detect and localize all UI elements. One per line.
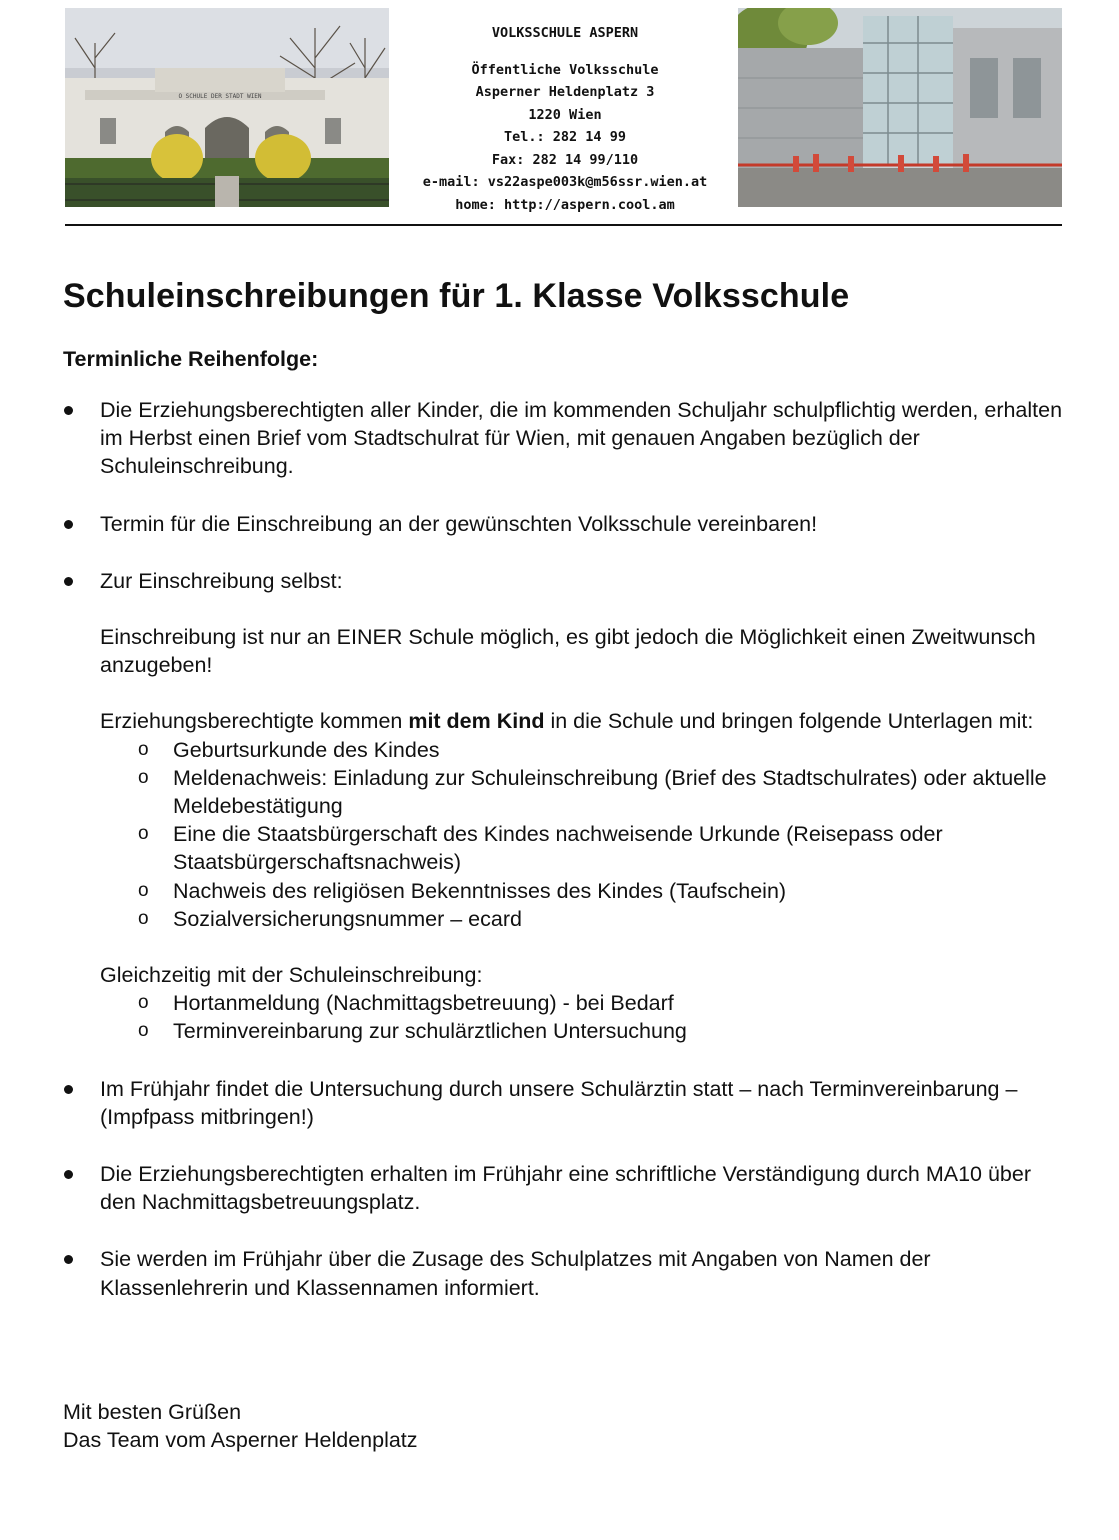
list-item: o Geburtsurkunde des Kindes (173, 736, 1063, 764)
list-item: o Terminvereinbarung zur schulärztlichen Untersuchung (173, 1017, 1063, 1045)
document-body (63, 270, 1063, 1331)
step-text: Die Erziehungsberechtigten aller Kinder, die im kommenden Schuljahr schulpflichtig werden, erhalten im Herbst einen Brief vom Stadtschulrat für Wien, mit genauen Angaben bezüglich der Schuleinschreibung. (100, 398, 1063, 479)
list-item (63, 510, 1063, 538)
step-text: Sie werden im Frühjahr über die Zusage des Schulplatzes mit Angaben von Namen der Klassenlehrerin und Klassennamen informiert. (100, 1247, 931, 1300)
school-contact-block (405, 22, 725, 216)
building-sign: O SCHULE DER STADT WIEN (178, 93, 262, 100)
step-text: Die Erziehungsberechtigten erhalten im Frühjahr eine schriftliche Verständigung durch MA10 über den Nachmittagsbetreuungsplatz. (100, 1162, 1031, 1215)
list-item: o Sozialversicherungsnummer – ecard (173, 905, 1063, 933)
list-item (63, 1075, 1063, 1131)
step-text: Im Frühjahr findet die Untersuchung durch unsere Schulärztin statt – nach Terminvereinbarung – (Impfpass mitbringen!) (100, 1076, 1018, 1129)
list-item: o Meldenachweis: Einladung zur Schuleinschreibung (Brief des Stadtschulrates) oder aktuelle Meldebestätigung (173, 764, 1063, 820)
list-item (63, 1245, 1063, 1301)
school-type: Öffentliche Volksschule (471, 61, 659, 78)
header-divider (65, 224, 1062, 226)
list-item (63, 1160, 1063, 1216)
list-item (63, 396, 1063, 481)
school-homepage: home: http://aspern.cool.am (455, 196, 675, 213)
steps-list (63, 396, 1063, 1302)
closing-signature: Das Team vom Asperner Heldenplatz (63, 1428, 418, 1453)
section-heading: Terminliche Reihenfolge: (63, 347, 319, 371)
documents-intro (100, 707, 1063, 735)
list-item: o Hortanmeldung (Nachmittagsbetreuung) - bei Bedarf (173, 989, 1063, 1017)
closing-greeting: Mit besten Grüßen (63, 1400, 242, 1424)
closing-block (63, 1398, 418, 1454)
documents-intro-text: Erziehungsberechtigte kommen (100, 709, 409, 734)
school-building-photo-right (738, 8, 1062, 207)
required-documents-list (100, 736, 1063, 933)
documents-intro-text-end: in die Schule und bringen folgende Unterlagen mit: (544, 709, 1034, 734)
school-city: 1220 Wien (528, 106, 602, 123)
simultaneous-list (100, 989, 1063, 1045)
school-building-photo-left (65, 8, 389, 207)
single-school-note: Einschreibung ist nur an EINER Schule möglich, es gibt jedoch die Möglichkeit einen Zweitwunsch anzugeben! (100, 625, 1036, 678)
step-text: Zur Einschreibung selbst: (100, 568, 343, 593)
school-street: Asperner Heldenplatz 3 (475, 84, 655, 100)
school-fax: Fax: 282 14 99/110 (491, 151, 639, 168)
document-title: Schuleinschreibungen für 1. Klasse Volksschule (63, 277, 850, 315)
step-text: Termin für die Einschreibung an der gewünschten Volksschule vereinbaren! (100, 511, 818, 536)
school-phone: Tel.: 282 14 99 (504, 129, 626, 145)
list-item (63, 567, 1063, 1046)
simultaneous-intro: Gleichzeitig mit der Schuleinschreibung: (100, 963, 483, 988)
list-item: o Nachweis des religiösen Bekenntnisses des Kindes (Taufschein) (173, 877, 1063, 905)
list-item: o Eine die Staatsbürgerschaft des Kindes nachweisende Urkunde (Reisepass oder Staatsbürgerschaftsnachweis) (173, 820, 1063, 876)
school-name: VOLKSSCHULE ASPERN (491, 25, 639, 41)
letterhead (65, 8, 1062, 226)
documents-intro-emphasis: mit dem Kind (408, 709, 545, 734)
school-email: e-mail: vs22aspe003k@m56ssr.wien.at (422, 174, 708, 190)
